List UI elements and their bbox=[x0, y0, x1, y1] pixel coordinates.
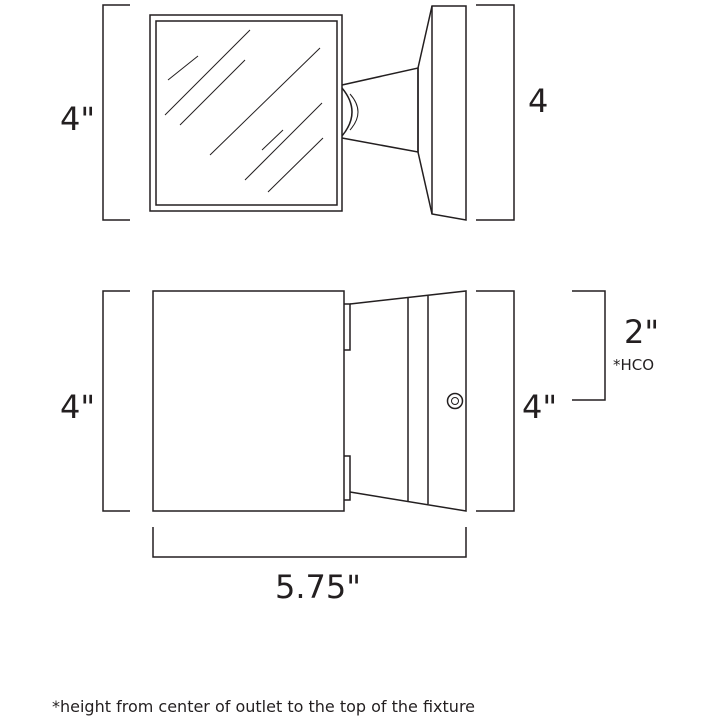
hco-label: *HCO bbox=[613, 356, 655, 374]
bottom-right-height-label: 4" bbox=[522, 388, 558, 426]
bottom-right-height-bracket bbox=[476, 291, 514, 511]
set-screw-icon bbox=[448, 394, 463, 409]
bottom-left-height-bracket bbox=[103, 291, 130, 511]
top-right-height-label: 4 bbox=[528, 82, 549, 120]
bottom-left-height-label: 4" bbox=[60, 388, 96, 426]
top-swivel-knuckle-inner bbox=[350, 94, 358, 130]
top-wall-canopy bbox=[418, 6, 466, 220]
top-left-height-label: 4" bbox=[60, 100, 96, 138]
footnote: *height from center of outlet to the top of the fixture bbox=[52, 697, 476, 716]
hco-bracket bbox=[572, 291, 605, 400]
bottom-view bbox=[60, 291, 659, 606]
top-left-height-bracket bbox=[103, 5, 130, 220]
bottom-mount-clip-top bbox=[344, 304, 350, 350]
bottom-mount-clip-bottom bbox=[344, 456, 350, 500]
top-view bbox=[60, 5, 548, 220]
bottom-fixture-body bbox=[153, 291, 344, 511]
top-swivel-neck bbox=[342, 68, 418, 152]
top-right-height-bracket bbox=[476, 5, 514, 220]
top-housing-outer bbox=[150, 15, 342, 211]
glass-reflection-lines bbox=[165, 30, 323, 192]
width-label: 5.75" bbox=[275, 568, 361, 606]
width-bracket bbox=[153, 527, 466, 557]
top-glass-panel bbox=[156, 21, 337, 205]
hco-value-label: 2" bbox=[624, 313, 660, 351]
